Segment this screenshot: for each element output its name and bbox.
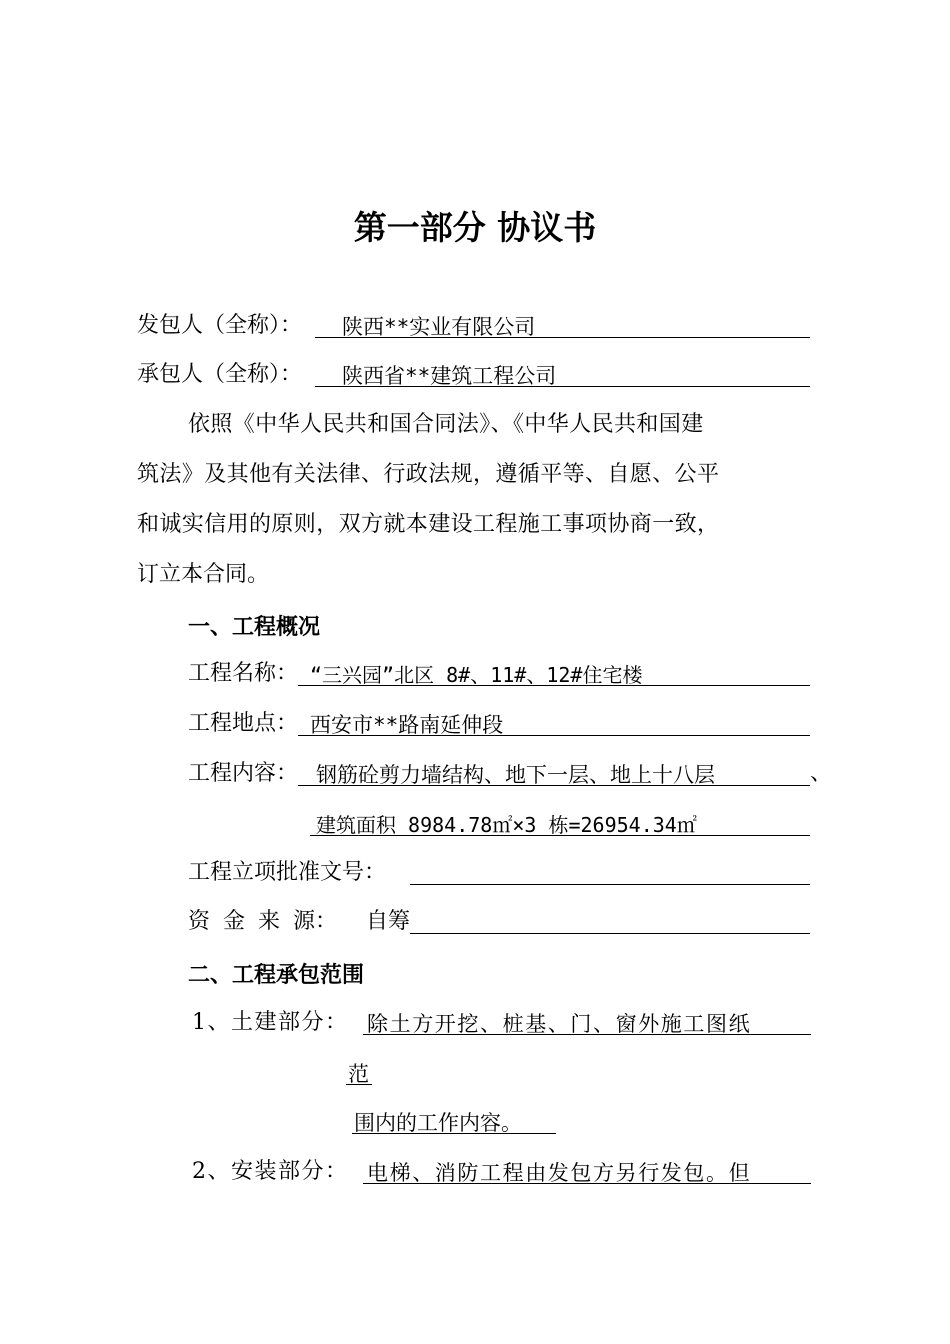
employer-label: 发包人（全称）：	[137, 313, 303, 338]
project-content-value-2: 建筑面积 8984.78㎡×3 栋=26954.34㎡	[316, 813, 697, 837]
approval-number-label: 工程立项批准文号：	[188, 860, 387, 885]
scope-item-1-field-2	[346, 1056, 372, 1085]
page-title: 第一部分 协议书	[353, 208, 597, 247]
intro-line-2: 筑法》及其他有关法律、行政法规，遵循平等、自愿、公平	[137, 462, 720, 487]
project-name-field	[298, 657, 810, 686]
scope-item-1-value-2: 范	[348, 1062, 369, 1086]
project-content-value-1: 钢筋砼剪力墙结构、地下一层、地上十八层	[316, 763, 715, 787]
project-content-field-1	[298, 757, 810, 786]
approval-number-field	[410, 856, 810, 885]
funding-source-value: 自筹	[366, 909, 411, 934]
project-location-field	[298, 707, 810, 736]
contractor-value: 陕西省**建筑工程公司	[342, 364, 557, 388]
scope-item-2-field-1	[363, 1155, 811, 1184]
section-2-heading: 二、工程承包范围	[188, 963, 365, 988]
project-location-label: 工程地点：	[188, 711, 299, 736]
project-name-value: “三兴园”北区 8#、11#、12#住宅楼	[310, 663, 643, 687]
project-content-trailing: 、	[810, 761, 833, 786]
employer-value: 陕西**实业有限公司	[342, 315, 536, 339]
contractor-field	[315, 358, 810, 387]
scope-item-1-value-1: 除土方开挖、桩基、门、窗外施工图纸	[367, 1012, 752, 1036]
employer-field	[315, 309, 810, 338]
section-1-heading: 一、工程概况	[188, 615, 321, 640]
contractor-label: 承包人（全称）：	[137, 362, 303, 387]
project-location-value: 西安市**路南延伸段	[310, 713, 504, 737]
scope-item-1-label: 1、土建部分：	[192, 1010, 349, 1035]
project-name-label: 工程名称：	[188, 661, 299, 686]
scope-item-2-value-1: 电梯、消防工程由发包方另行发包。但	[367, 1161, 752, 1185]
scope-item-1-value-3: 围内的工作内容。	[354, 1111, 522, 1135]
funding-source-underline	[410, 905, 810, 934]
scope-item-1-field-3	[352, 1105, 556, 1134]
funding-source-label: 资 金 来 源：	[188, 909, 337, 934]
intro-line-3: 和诚实信用的原则，双方就本建设工程施工事项协商一致，	[137, 512, 720, 537]
intro-line-1: 依照《中华人民共和国合同法》、《中华人民共和国建	[188, 412, 704, 437]
scope-item-1-field-1	[363, 1006, 811, 1035]
project-content-label: 工程内容：	[188, 761, 299, 786]
scope-item-2-label: 2、安装部分：	[192, 1159, 349, 1184]
project-content-field-2	[310, 807, 810, 836]
intro-line-4: 订立本合同。	[137, 562, 270, 587]
